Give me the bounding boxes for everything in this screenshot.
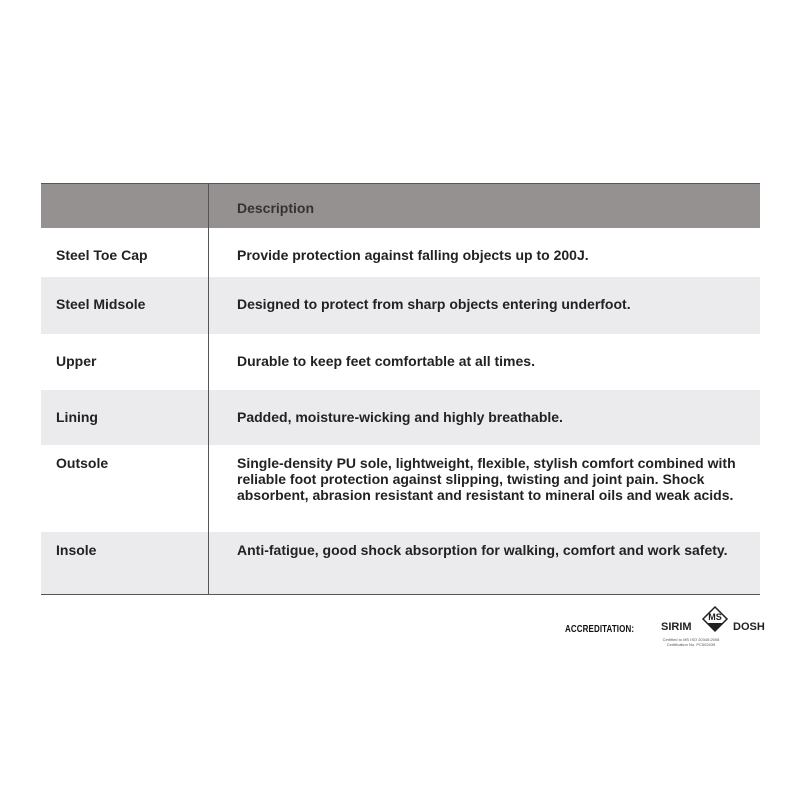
- row-description: Single-density PU sole, lightweight, flexible, stylish comfort combined with reliable foot protection against slipping, twisting and joint pain. Shock absorbent, abrasion resistant and resistant to mineral oils and weak acids.: [237, 455, 736, 503]
- table-row: [41, 532, 760, 594]
- ms-logo-icon: [700, 606, 730, 636]
- spec-table: [41, 183, 760, 595]
- row-description: Designed to protect from sharp objects entering underfoot.: [237, 296, 631, 312]
- sirim-logo-text: SIRIM: [661, 621, 692, 633]
- certification-line: Certified to MS ISO 20345:2008: [662, 637, 720, 642]
- table-row: [41, 334, 760, 390]
- header-description-cell: Description: [237, 200, 315, 216]
- table-row: [41, 445, 760, 532]
- certification-number: Certification No. PC002439: [666, 642, 716, 647]
- row-description: Provide protection against falling objects up to 200J.: [237, 247, 589, 263]
- row-label: Insole: [41, 532, 209, 594]
- table-header-row: [41, 183, 760, 228]
- table-row: [41, 277, 760, 334]
- certification-note: [641, 637, 741, 647]
- row-description: Padded, moisture-wicking and highly breathable.: [237, 409, 563, 425]
- row-label: Outsole: [41, 445, 209, 532]
- ms-logo-text: MS: [708, 612, 722, 622]
- row-description: Anti-fatigue, good shock absorption for walking, comfort and work safety.: [237, 542, 728, 558]
- table-row: [41, 390, 760, 445]
- accreditation-label: ACCREDITATION:: [565, 623, 635, 635]
- row-label: Steel Toe Cap: [41, 228, 209, 277]
- header-label-cell: [41, 184, 209, 228]
- table-row: [41, 228, 760, 277]
- accreditation-block: [565, 606, 765, 656]
- row-description: Durable to keep feet comfortable at all times.: [237, 353, 535, 369]
- dosh-logo-text: DOSH: [733, 621, 765, 633]
- row-label: Upper: [41, 334, 209, 390]
- row-label: Steel Midsole: [41, 277, 209, 334]
- row-label: Lining: [41, 390, 209, 445]
